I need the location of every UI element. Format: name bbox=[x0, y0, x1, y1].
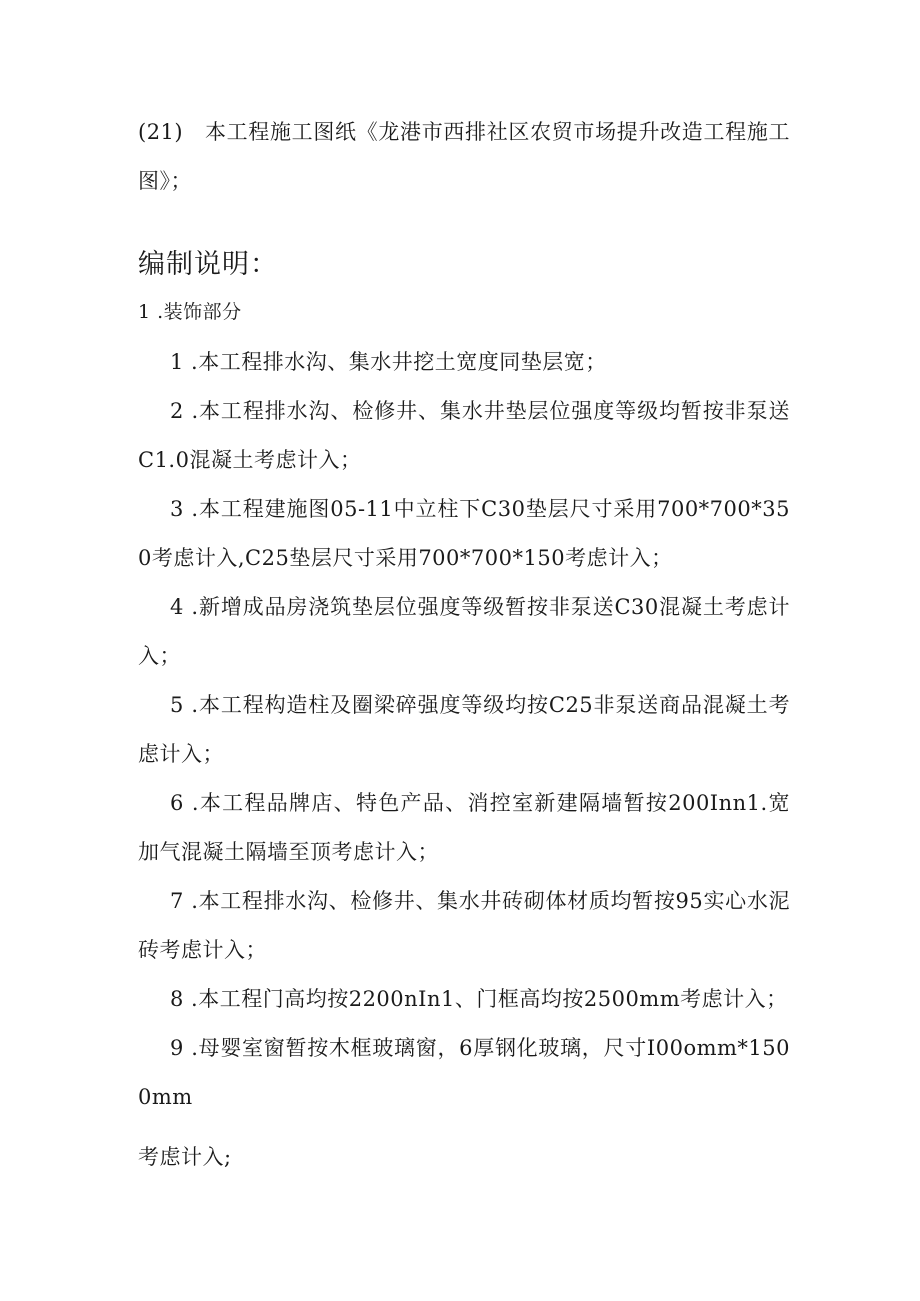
list-item: 4 .新增成品房浇筑垫层位强度等级暂按非泵送C30混凝土考虑计入； bbox=[138, 595, 790, 668]
list-item: 3 .本工程建施图05-11中立柱下C30垫层尺寸采用700*700*350考虑计入,C25垫层尺寸采用700*700*150考虑计入； bbox=[138, 497, 790, 570]
document-body bbox=[138, 108, 790, 1182]
reference-paragraph: (21) 本工程施工图纸《龙港市西排社区农贸市场提升改造工程施工图》； bbox=[138, 120, 790, 193]
list-item-line: 9 .母婴室窗暂按木框玻璃窗，6厚钢化玻璃，尺寸I00omm*1500mm bbox=[138, 1036, 790, 1109]
subsection-title: 1 .装饰部分 bbox=[138, 301, 242, 323]
section-heading: 编制说明： bbox=[138, 249, 278, 280]
list-item: 1 .本工程排水沟、集水井挖土宽度同垫层宽； bbox=[170, 350, 607, 374]
list-item: 7 .本工程排水沟、检修井、集水井砖砌体材质均暂按95实心水泥砖考虑计入； bbox=[138, 889, 790, 962]
list-item-tail: 考虑计入; bbox=[138, 1145, 232, 1169]
list-item: 6 .本工程品牌店、特色产品、消控室新建隔墙暂按200Inn1.宽加气混凝土隔墙至顶考虑计入； bbox=[138, 791, 790, 864]
list-item: 8 .本工程门高均按2200nIn1、门框高均按2500mm考虑计入； bbox=[170, 987, 788, 1011]
list-item: 2 .本工程排水沟、检修井、集水井垫层位强度等级均暂按非泵送C1.0混凝土考虑计入； bbox=[138, 399, 790, 472]
list-item: 5 .本工程构造柱及圈梁碎强度等级均按C25非泵送商品混凝土考虑计入； bbox=[138, 693, 790, 766]
list-item-last bbox=[138, 1024, 790, 1182]
